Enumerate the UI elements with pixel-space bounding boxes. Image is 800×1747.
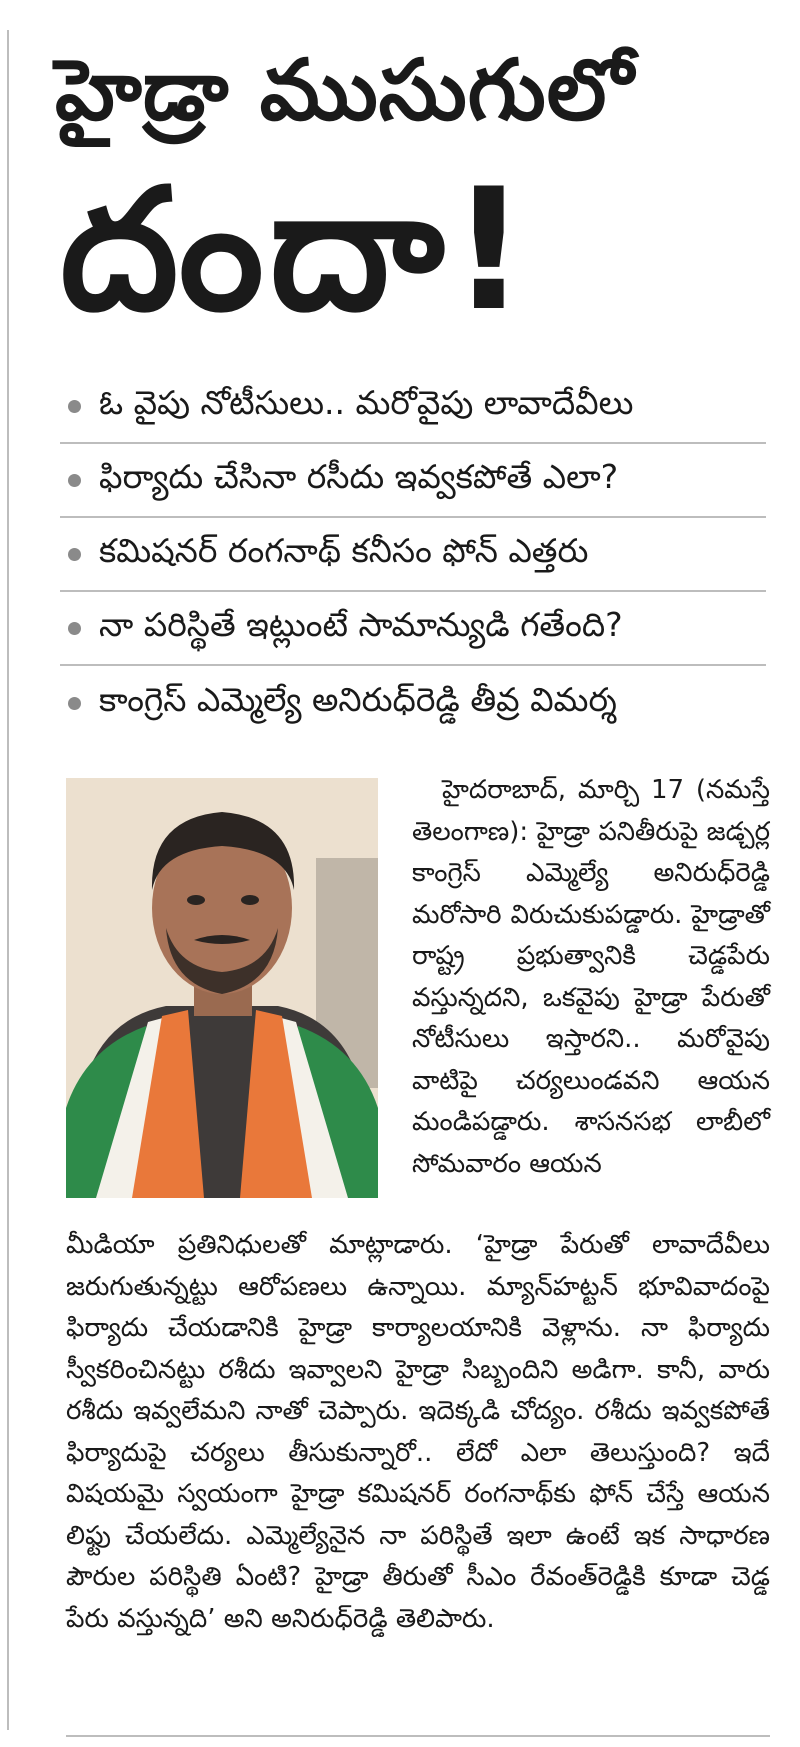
bullet-dot-icon [68, 622, 81, 635]
bullet-dot-icon [68, 474, 81, 487]
article-dateline: హైదరాబాద్, మార్చి 17 (నమస్తే తెలంగాణ): [412, 775, 770, 847]
left-column-rule [7, 30, 9, 1730]
highlight-text: కాంగ్రెస్ ఎమ్మెల్యే అనిరుధ్‌రెడ్డి తీవ్ర విమర్శ [99, 679, 617, 719]
headline-line-2: దందా! [60, 152, 534, 348]
highlight-text: ఓ వైపు నోటీసులు.. మరోవైపు లావాదేవీలు [99, 382, 634, 422]
portrait-photo [66, 778, 378, 1198]
bullet-dot-icon [68, 697, 81, 710]
highlight-text: ఫిర్యాదు చేసినా రసీదు ఇవ్వకపోతే ఎలా? [99, 456, 619, 496]
bottom-rule [66, 1735, 770, 1737]
highlights-list [60, 370, 766, 740]
highlight-text: నా పరిస్థితే ఇట్లుంటే సామాన్యుడి గతేంది? [99, 604, 623, 644]
portrait-illustration [66, 778, 378, 1198]
highlight-item [60, 370, 766, 444]
highlight-item [60, 444, 766, 518]
headline-line-1: హైడ్రా ముసుగులో [55, 41, 635, 139]
bullet-dot-icon [68, 548, 81, 561]
highlight-item [60, 592, 766, 666]
highlight-text: కమిషనర్ రంగనాథ్ కనీసం ఫోన్ ఎత్తరు [99, 530, 589, 570]
bullet-dot-icon [68, 400, 81, 413]
highlight-item [60, 666, 766, 740]
highlight-item [60, 518, 766, 592]
article-body-full: మీడియా ప్రతినిధులతో మాట్లాడారు. ‘హైడ్రా పేరుతో లావాదేవీలు జరుగుతున్నట్టు ఆరోపణలు ఉన్నాయి. మ్యాన్‌హట్టన్ భూవివాదంపై ఫిర్యాదు చేయడానికి హైడ్రా కార్యాలయానికి వెళ్లాను. నా ఫిర్యాదు స్వీకరించినట్టు రశీదు ఇవ్వాలని హైడ్రా సిబ్బందిని అడిగా. కానీ, వారు రశీదు ఇవ్వలేమని నాతో చెప్పారు. ఇదెక్కడి చోద్యం. రశీదు ఇవ్వకపోతే ఫిర్యాదుపై చర్యలు తీసుకున్నారో.. లేదో ఎలా తెలుస్తుంది? ఇదే విషయమై స్వయంగా హైడ్రా కమిషనర్ రంగనాథ్‌కు ఫోన్ చేస్తే ఆయన లిఫ్టు చేయలేదు. ఎమ్మెల్యేనైన నా పరిస్థితే ఇలా ఉంటే ఇక సాధారణ పౌరుల పరిస్థితి ఏంటి? హైడ్రా తీరుతో సీఎం రేవంత్‌రెడ్డికి కూడా చెడ్డ పేరు వస్తున్నది’ అని అనిరుధ్‌రెడ్డి తెలిపారు. [66, 1230, 770, 1634]
article-body-side [412, 770, 770, 1185]
article-side-text: హైడ్రా పనితీరుపై జడ్చర్ల కాంగ్రెస్ ఎమ్మెల్యే అనిరుధ్‌రెడ్డి మరోసారి విరుచుకుపడ్డారు. హైడ్రాతో రాష్ట్ర ప్రభుత్వానికి చెడ్డపేరు వస్తున్నదని, ఒకవైపు హైడ్రా పేరుతో నోటీసులు ఇస్తారని.. మరోవైపు వాటిపై చర్యలుండవని ఆయన మండిపడ్డారు. శాసనసభ లాబీలో సోమవారం ఆయన [412, 816, 771, 1179]
